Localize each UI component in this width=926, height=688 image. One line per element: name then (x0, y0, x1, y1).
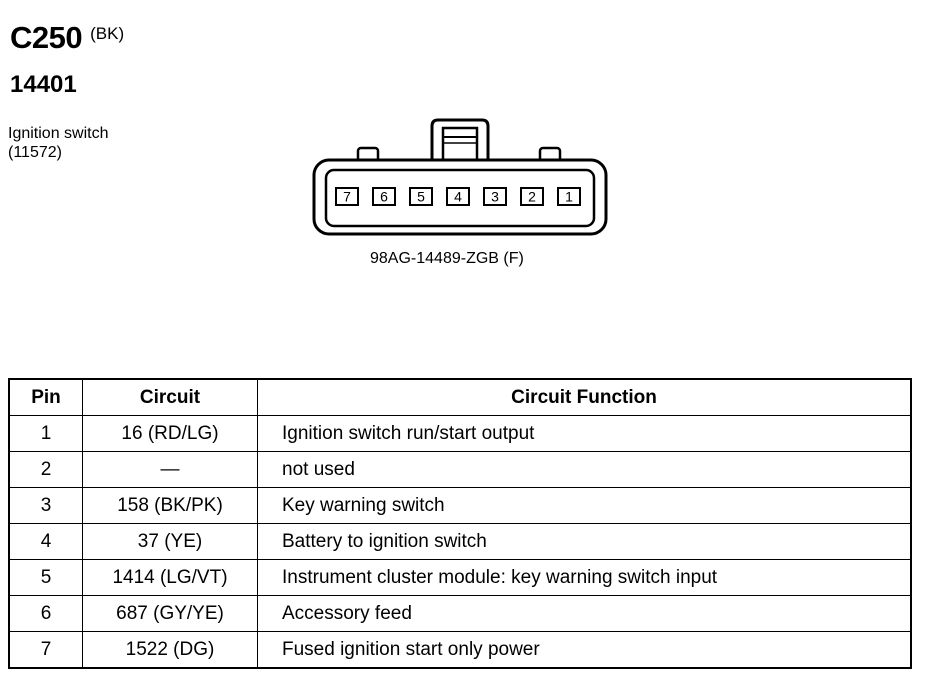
pin-cavity (336, 188, 358, 205)
connector-part-label: 98AG-14489-ZGB (F) (370, 250, 524, 267)
component-description (8, 124, 109, 162)
table-row (9, 416, 911, 452)
cell-function: Battery to ignition switch (258, 524, 912, 560)
pin-table (8, 378, 912, 669)
cell-circuit: 16 (RD/LG) (83, 416, 258, 452)
pin-number: 5 (417, 188, 425, 205)
pin-cavity (373, 188, 395, 205)
connector-title (10, 22, 124, 53)
table-row (9, 488, 911, 524)
header-circuit-function: Circuit Function (258, 379, 912, 416)
connector-color-code: (BK) (90, 24, 125, 43)
cell-pin: 2 (9, 452, 83, 488)
pin-cavity (484, 188, 506, 205)
pin-cavity (558, 188, 580, 205)
pin-number: 2 (528, 188, 536, 205)
cell-function: Key warning switch (258, 488, 912, 524)
cell-function: Accessory feed (258, 596, 912, 632)
table-header-row (9, 379, 911, 416)
connector-latch (432, 120, 488, 162)
pin-number: 6 (380, 188, 388, 205)
connector-id: C250 (10, 20, 83, 55)
cell-circuit: 687 (GY/YE) (83, 596, 258, 632)
cell-function: Ignition switch run/start output (258, 416, 912, 452)
table-row (9, 452, 911, 488)
cell-pin: 1 (9, 416, 83, 452)
pin-number: 7 (343, 188, 351, 205)
pin-cavity (521, 188, 543, 205)
cell-circuit: 1414 (LG/VT) (83, 560, 258, 596)
cell-function: not used (258, 452, 912, 488)
part-number: 14401 (10, 71, 77, 98)
cell-function: Fused ignition start only power (258, 632, 912, 669)
cell-pin: 6 (9, 596, 83, 632)
pin-cavity (410, 188, 432, 205)
table-row (9, 632, 911, 669)
cell-pin: 7 (9, 632, 83, 669)
cell-circuit: — (83, 452, 258, 488)
component-name: Ignition switch (8, 125, 109, 142)
cell-pin: 4 (9, 524, 83, 560)
component-ref: (11572) (8, 144, 62, 161)
table-row (9, 524, 911, 560)
cell-function: Instrument cluster module: key warning switch input (258, 560, 912, 596)
cell-circuit: 158 (BK/PK) (83, 488, 258, 524)
pin-number: 3 (491, 188, 499, 205)
cell-circuit: 1522 (DG) (83, 632, 258, 669)
cell-pin: 5 (9, 560, 83, 596)
pin-cavity (447, 188, 469, 205)
cell-pin: 3 (9, 488, 83, 524)
pin-number: 4 (454, 188, 462, 205)
pin-number: 1 (565, 188, 573, 205)
connector-pins (336, 188, 580, 205)
table-row (9, 560, 911, 596)
header-circuit: Circuit (83, 379, 258, 416)
header-pin: Pin (9, 379, 83, 416)
connector-diagram (300, 110, 620, 245)
cell-circuit: 37 (YE) (83, 524, 258, 560)
table-row (9, 596, 911, 632)
